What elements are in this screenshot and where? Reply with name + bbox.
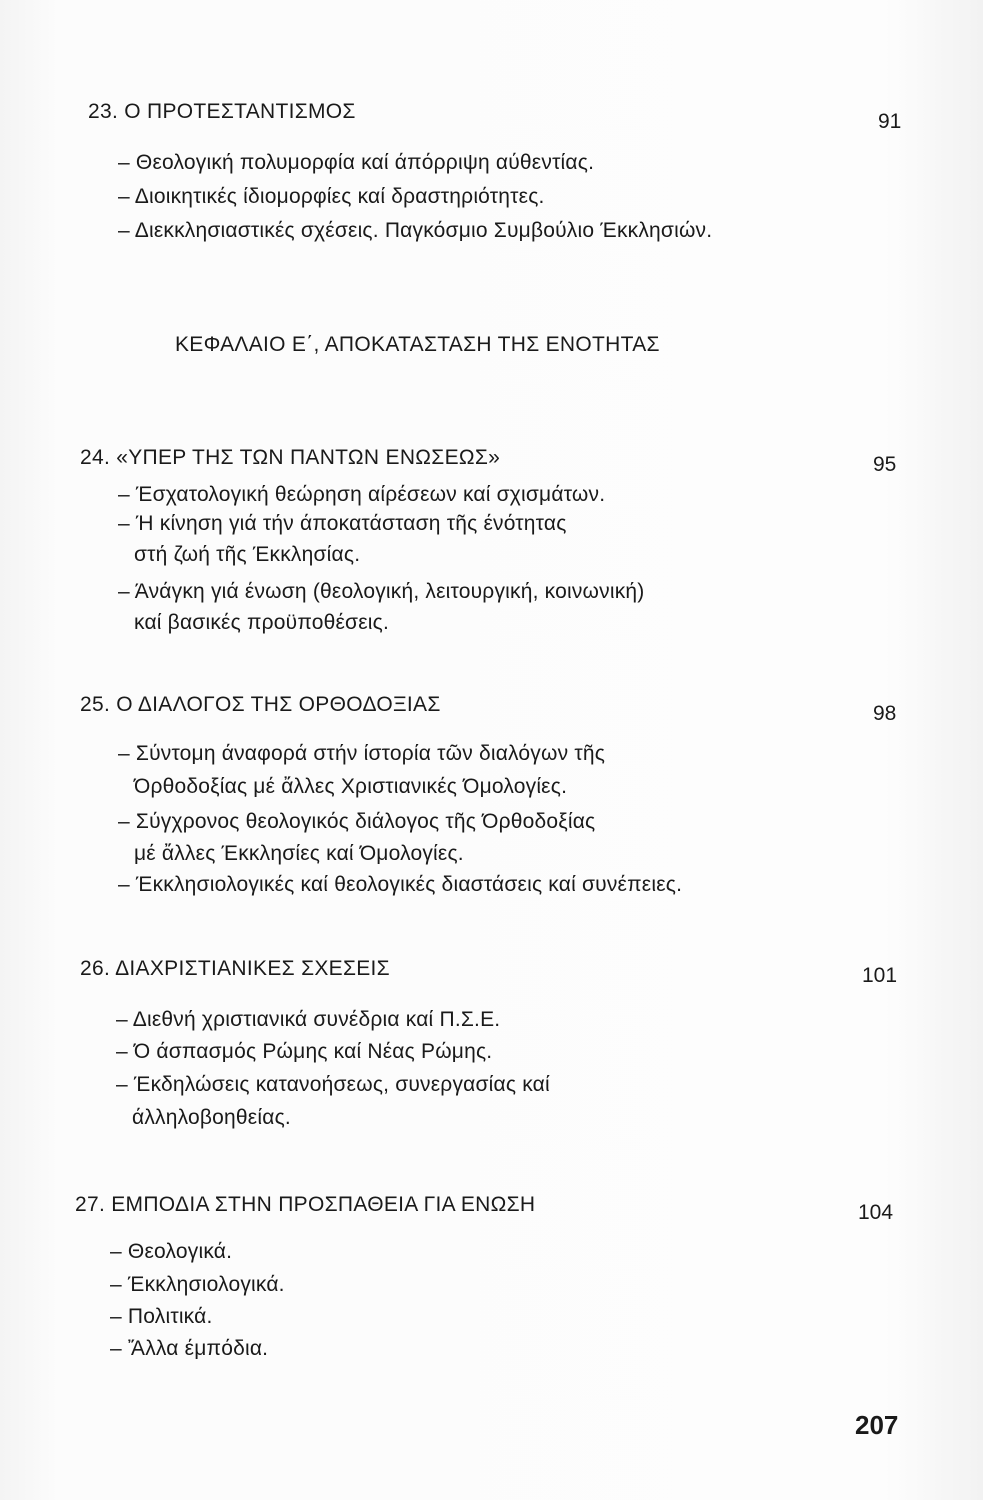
section-24-item-2: – Ή κίνηση γιά τήν άποκατάσταση τῆς ένότητας xyxy=(118,512,567,535)
section-26-item-1: – Διεθνή χριστιανικά συνέδρια καί Π.Σ.Ε. xyxy=(116,1008,501,1031)
section-27-title: 27. ΕΜΠΟΔΙΑ ΣΤΗΝ ΠΡΟΣΠΑΘΕΙΑ ΓΙΑ ΕΝΩΣΗ xyxy=(75,1193,536,1216)
section-27-item-3: – Πολιτικά. xyxy=(110,1305,213,1328)
section-24-item-2-cont: στή ζωή τῆς Έκκλησίας. xyxy=(134,543,361,566)
section-25-title: 25. Ο ΔΙΑΛΟΓΟΣ ΤΗΣ ΟΡΘΟΔΟΞΙΑΣ xyxy=(80,693,441,716)
page-folio-number: 207 xyxy=(855,1410,899,1440)
section-25-page-number: 98 xyxy=(873,702,897,725)
section-26-item-3-cont: άλληλοβοηθείας. xyxy=(132,1106,291,1129)
section-24-item-3: – Άνάγκη γιά ένωση (θεολογική, λειτουργική, κοινωνική) xyxy=(118,580,645,603)
section-27-item-2: – Έκκλησιολογικά. xyxy=(110,1273,285,1296)
section-25-item-1: – Σύντομη άναφορά στήν ίστορία τῶν διαλόγων τῆς xyxy=(118,742,606,765)
section-27-item-1: – Θεολογικά. xyxy=(110,1240,233,1263)
section-24-item-1: – Έσχατολογική θεώρηση αίρέσεων καί σχισμάτων. xyxy=(118,483,606,506)
chapter-heading: ΚΕΦΑΛΑΙΟ Ε΄, ΑΠΟΚΑΤΑΣΤΑΣΗ ΤΗΣ ΕΝΟΤΗΤΑΣ xyxy=(175,333,660,356)
section-23-item-2: – Διοικητικές ίδιομορφίες καί δραστηριότητες. xyxy=(118,185,545,208)
section-26-item-3: – Έκδηλώσεις κατανοήσεως, συνεργασίας καί xyxy=(116,1073,550,1096)
section-24-item-3-cont: καί βασικές προϋποθέσεις. xyxy=(134,611,390,634)
section-26-title: 26. ΔΙΑΧΡΙΣΤΙΑΝΙΚΕΣ ΣΧΕΣΕΙΣ xyxy=(80,957,390,980)
section-27-page-number: 104 xyxy=(858,1201,894,1224)
section-26-item-2: – Ό άσπασμός Ρώμης καί Νέας Ρώμης. xyxy=(116,1040,493,1063)
section-25-item-2-cont: μέ ἄλλες Έκκλησίες καί Όμολογίες. xyxy=(134,842,464,865)
section-25-item-2: – Σύγχρονος θεολογικός διάλογος τῆς Όρθοδοξίας xyxy=(118,810,596,833)
section-24-title: 24. «ΥΠΕΡ ΤΗΣ ΤΩΝ ΠΑΝΤΩΝ ΕΝΩΣΕΩΣ» xyxy=(80,446,501,469)
section-25-item-1-cont: Όρθοδοξίας μέ ἄλλες Χριστιανικές Όμολογίες. xyxy=(134,775,568,798)
section-25-item-3: – Έκκλησιολογικές καί θεολογικές διαστάσεις καί συνέπειες. xyxy=(118,873,683,896)
section-27-item-4: – Ἄλλα έμπόδια. xyxy=(110,1337,269,1360)
section-23-page-number: 91 xyxy=(878,110,902,133)
section-23-item-1: – Θεολογική πολυμορφία καί άπόρριψη αύθεντίας. xyxy=(118,151,595,174)
section-23-title: 23. Ο ΠΡΟΤΕΣΤΑΝΤΙΣΜΟΣ xyxy=(88,100,356,123)
section-26-page-number: 101 xyxy=(862,964,898,987)
section-23-item-3: – Διεκκλησιαστικές σχέσεις. Παγκόσμιο Συμβούλιο Έκκλησιών. xyxy=(118,219,713,242)
section-24-page-number: 95 xyxy=(873,453,897,476)
